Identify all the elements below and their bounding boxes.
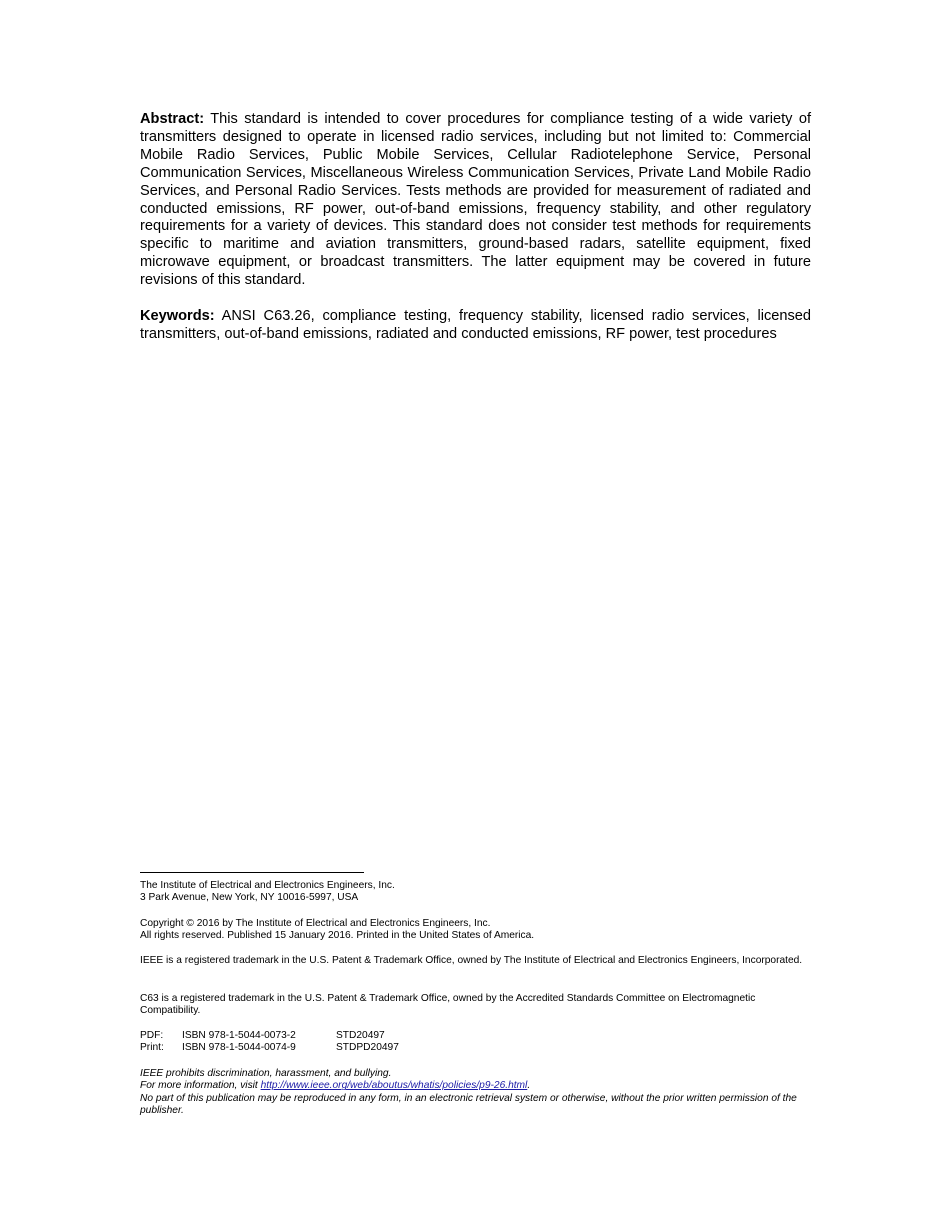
info-suffix: .	[527, 1080, 531, 1092]
policy-block	[140, 1068, 811, 1118]
isbn-code: STD20497	[336, 1030, 385, 1041]
footnote-divider	[140, 872, 364, 873]
rights-line: All rights reserved. Published 15 January 2016. Printed in the United States of America.	[140, 930, 535, 942]
abstract-label: Abstract:	[140, 111, 205, 127]
keywords-text: ANSI C63.26, compliance testing, frequency stability, licensed radio services, licensed transmitters, out-of-band emissions, radiated and conducted emissions, RF power, test procedures	[140, 308, 812, 342]
isbn-row-pdf	[140, 1030, 811, 1042]
isbn-row-print	[140, 1042, 811, 1054]
isbn-block	[140, 1030, 811, 1055]
info-prefix: For more information, visit	[140, 1080, 261, 1092]
c63-trademark-block	[140, 993, 811, 1018]
copyright-line: Copyright © 2016 by The Institute of Electrical and Electronics Engineers, Inc.	[140, 918, 491, 929]
abstract-paragraph	[140, 111, 811, 290]
keywords-paragraph	[140, 308, 811, 344]
keywords-label: Keywords:	[140, 308, 215, 324]
reproduction-notice: No part of this publication may be reproduced in any form, in an electronic retrieval system or otherwise, without the prior written permission of the publisher.	[140, 1092, 797, 1117]
isbn-number: ISBN 978-1-5044-0073-2	[182, 1030, 296, 1041]
c63-trademark-text: C63 is a registered trademark in the U.S. Patent & Trademark Office, owned by the Accredited Standards Committee on Electromagnetic Compatibility.	[140, 993, 756, 1017]
info-line	[140, 1080, 811, 1092]
ieee-trademark-text: IEEE is a registered trademark in the U.S. Patent & Trademark Office, owned by The Institute of Electrical and Electronics Engineers, Incorporated.	[140, 955, 803, 966]
ieee-trademark-block	[140, 955, 811, 967]
policy-line: IEEE prohibits discrimination, harassment, and bullying.	[140, 1068, 392, 1079]
isbn-code: STDPD20497	[336, 1042, 399, 1054]
publisher-address: 3 Park Avenue, New York, NY 10016-5997, USA	[140, 892, 359, 904]
isbn-number: ISBN 978-1-5044-0074-9	[182, 1042, 296, 1054]
publisher-block	[140, 880, 811, 905]
isbn-format: Print:	[140, 1042, 164, 1054]
abstract-text: This standard is intended to cover procedures for compliance testing of a wide variety of transmitters designed to operate in licensed radio services, including but not limited to: Commercial Mobile Radio Services, Public Mobile Services, Cellular Radiotelephone Service, Personal Communication Services, Miscellaneous Wireless Communication Services, Private Land Mobile Radio Services, and Personal Radio Services. Tests methods are provided for measurement of radiated and conducted emissions, RF power, out-of-band emissions, frequency stability, and other regulatory requirements for a variety of devices. This standard does not consider test methods for requirements specific to maritime and aviation transmitters, ground-based radars, satellite equipment, fixed microwave equipment, or broadcast transmitters. The latter equipment may be covered in future revisions of this standard.	[140, 111, 811, 289]
copyright-block	[140, 918, 811, 943]
publisher-name: The Institute of Electrical and Electronics Engineers, Inc.	[140, 880, 395, 891]
policy-link[interactable]: http://www.ieee.org/web/aboutus/whatis/policies/p9-26.html	[260, 1080, 528, 1092]
isbn-format: PDF:	[140, 1030, 164, 1041]
